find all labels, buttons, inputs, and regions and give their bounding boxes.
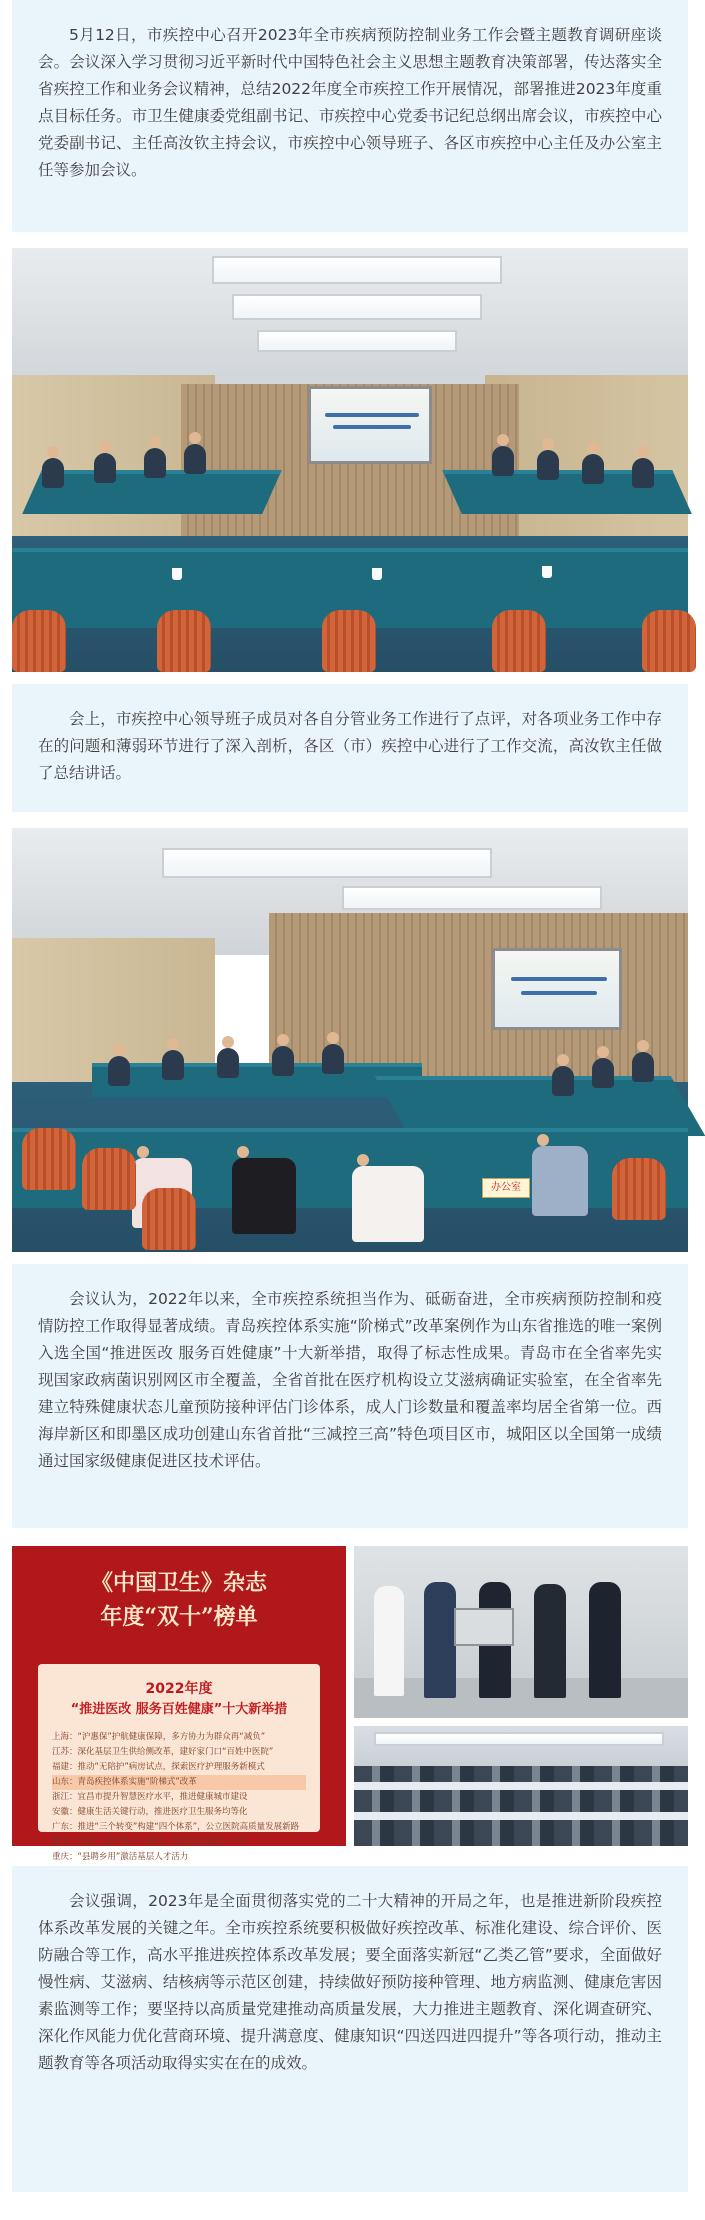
meeting-photo-2	[12, 828, 688, 1252]
poster-year: 2022年度	[145, 1681, 213, 1697]
paragraph-emphasis: 会议强调，2023年是全面贯彻落实党的二十大精神的开局之年，也是推进新阶段疾控体系改革发展的关键之年。全市疾控系统要积极做好疾控改革、标准化建设、综合评价、医防融合等工作，高水平推进疾控体系改革发展；要全面落实新冠“乙类乙管”要求，全面做好慢性病、艾滋病、结核病等示范区创建，持续做好预防接种管理、地方病监测、健康危害因素监测等工作；要坚持以高质量党建推动高质量发展，大力推进主题教育、深化调查研究、深化作风能力优化营商环境、提升满意度、健康知识“四送四进四提升”等各项行动，推动主题教育等各项活动取得实实在在的成效。	[38, 1892, 662, 2072]
award-photo	[354, 1546, 688, 1718]
poster-title-line2: 年度“双十”榜单	[100, 1604, 258, 1630]
poster-list-item: 上海：“沪惠保”护航健康保障，多方协力为群众再“减负”	[52, 1732, 266, 1742]
text-card-emphasis	[12, 1866, 688, 2192]
meeting-photo-1	[12, 248, 688, 672]
magazine-list-poster	[12, 1546, 346, 1862]
poster-list-item: 安徽：健康生活关键行动，推进医疗卫生服务均等化	[52, 1807, 248, 1817]
poster-list-item: 海南：创新“三医”联动一张网，打造协同监管一平台	[52, 1837, 248, 1847]
text-card-intro	[12, 0, 688, 232]
poster-list-item: 重庆：“县聘乡用”激活基层人才活力	[52, 1852, 189, 1862]
poster-list-item: 广东：推进“三个转变”构建“四个体系”，公立医院高质量发展新路	[52, 1822, 300, 1832]
paragraph-achievements: 会议认为，2022年以来，全市疾控系统担当作为、砥砺奋进，全市疾病预防控制和疫情防控工作取得显著成绩。青岛疾控体系实施“阶梯式”改革案例作为山东省推选的唯一案例入选全国“推进医改 服务百姓健康”十大新举措，取得了标志性成果。青岛市在全省率先实现国家政病菌识别网区市全覆盖，全省首批在医疗机构设立艾滋病确证实验室，在全省率先建立特殊健康状态儿童预防接种评估门诊体系，成人门诊数量和覆盖率均居全省第一位。西海岸新区和即墨区成功创建山东省首批“三减控三高”特色项目区市，城阳区以全国第一成绩通过国家级健康促进区技术评估。	[38, 1290, 662, 1470]
award-plaque	[454, 1608, 514, 1646]
poster-list-item: 江苏：深化基层卫生供给侧改革，建好家门口“百姓中医院”	[52, 1747, 274, 1757]
text-card-review	[12, 684, 688, 812]
paragraph-intro: 5月12日，市疾控中心召开2023年全市疾病预防控制业务工作会暨主题教育调研座谈会。会议深入学习贯彻习近平新时代中国特色社会主义思想主题教育决策部署，传达落实全省疾控工作和业务会议精神，总结2022年度全市疾控工作开展情况，部署推进2023年度重点目标任务。市卫生健康委党组副书记、市疾控中心党委书记纪总纲出席会议，市疾控中心党委副书记、主任高汝钦主持会议，市疾控中心领导班子、各区市疾控中心主任及办公室主任等参加会议。	[38, 26, 662, 179]
poster-title-line1: 《中国卫生》杂志	[90, 1570, 267, 1596]
poster-list-item: 福建：推动“无陪护”病房试点，探索医疗护理服务新模式	[52, 1762, 265, 1772]
text-card-achievements	[12, 1264, 688, 1528]
training-photo	[354, 1726, 688, 1846]
poster-list	[52, 1730, 306, 1880]
poster-subtitle: “推进医改 服务百姓健康”十大新举措	[70, 1702, 288, 1717]
poster-list-panel	[38, 1664, 320, 1862]
office-name-stand: 办公室	[482, 1178, 530, 1198]
paragraph-review: 会上，市疾控中心领导班子成员对各自分管业务工作进行了点评，对各项业务工作中存在的问题和薄弱环节进行了深入剖析，各区（市）疾控中心进行了工作交流，高汝钦主任做了总结讲话。	[38, 710, 662, 782]
poster-list-item-highlighted: 山东：青岛疾控体系实施“阶梯式”改革	[52, 1775, 306, 1790]
poster-list-item: 浙江：宜昌市提升智慧医疗水平，推进健康城市建设	[52, 1792, 248, 1802]
